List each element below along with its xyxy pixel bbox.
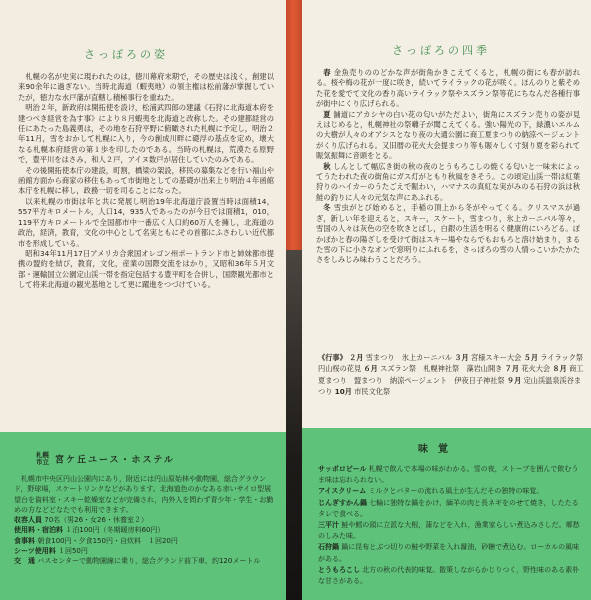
season-spring: [316, 68, 580, 110]
spine-shadow: [286, 250, 302, 600]
hostel-row-value: バスセンターで動物園線に乗り，総合グランド前下車，約120メートル: [37, 557, 261, 566]
taste-title: 味覚: [418, 444, 458, 455]
taste-label: アイスクリーム: [318, 487, 367, 496]
taste-text: 鍋に昆布とぶつ切りの鮭や野菜を入れ醤油，砂糖で煮込む。ローカルの風味がある。: [318, 543, 580, 563]
left-page: [0, 0, 286, 600]
taste-label: サッポロビール: [318, 465, 367, 473]
event-text: 花火大会: [521, 364, 551, 374]
hostel-org: [36, 452, 49, 466]
hostel-intro: 札幌市中央区円山公園内にあり，附近には円山原始林や動物園，総合グラウンド，野球場，スケートリンクなどがあります。北海道色のかなある赤いサイロ型展望台を資料室・スキー乾燥室などが完備され，内外人を問わず青少年・学生・お勤めの方などどなたでも利用できます。: [14, 475, 274, 514]
hostel-title: [36, 452, 175, 466]
taste-item-beer: [318, 464, 580, 486]
event-month: ９月: [506, 375, 522, 385]
event-month: ６月: [363, 364, 378, 374]
taste-item-corn: [318, 565, 580, 587]
left-paragraph-4: 以来札幌の市街は年と共に発展し明治19年北海道庁設置当時は面積14，557平方キロメートル，人口14，935人であったのが今日では面積1，010，119平方キロメートルで全国都市中一番広く人口約60万人を擁し，北海道の政治，経済，教育，文化の中心として名実ともにその首都にふさわしい近代都市を形成している。: [18, 196, 274, 248]
season-label: 冬: [323, 203, 332, 213]
left-paragraph-2: 明治２年，新政府は開拓使を設け，松浦武四郎の建議《石狩に北海道本府を建つべき経営を為す事》により８月蝦夷を北海道と改称した。その建都経営の任にあたった島義勇は，その地を石狩平野に俯瞰された札幌に予定し，明治２年11月，雪をおかして札幌に入り，今の創成川畔に礎浮の基点を定め，壊大なる札幌本府経営の第１歩を印したのである。当時の札幌は，荒漠たる原野で，豊平川をはさみ，和人２戸，アイヌ数戸が居住していたのみである。: [18, 103, 274, 165]
taste-text: 七輪に独特な鍋をかけ，緬羊の肉と長ネギをのせて焼き，したたるタレで食べる。: [318, 498, 579, 518]
hostel-row-label: シーツ使用料: [14, 547, 56, 556]
event-text: 宮様スキー大会: [471, 353, 522, 362]
event-month: ５月: [523, 353, 539, 362]
taste-label: 石狩鍋: [318, 543, 339, 552]
season-text: しんとして幅広き街の秋の夜のとうもろこしの焼くる匂いと一味未によってうたわれた夜の街角にガス灯がともり秋風をきそう。この頃定山渓一帯は紅葉狩りのハイカーのうたごえで賑わい，ハマナスの真紅な実がみのる石狩の浜は秋鮭の釣りに人々の元気な声にあふれる。: [316, 161, 581, 202]
hostel-row-meal: [14, 536, 276, 546]
left-body: [18, 72, 274, 291]
left-paragraph-1: 札幌の名が史実に現われたのは，徳川幕府末期で，その歴史は浅く，創建以来90余年に過ぎない。当時北海道（蝦夷地）の領主権は松前藩が掌握していたが，徳力な水戸藩が直轄し積極事行を重ねた。: [18, 72, 274, 102]
event-month: ２月: [349, 353, 364, 362]
hostel-row-value: １泊100円（冬期暖房料60円）: [65, 526, 165, 535]
hostel-row-label: 交 通: [14, 557, 35, 566]
event-text: 雪まつり 氷上カーニバル: [365, 353, 453, 362]
season-text: 金魚売りののどかな声が街角かきこえてくると，札幌の街にも春が訪れる。桜や梅の花が一度に咲き，続いてライラックの花が咲く。ほんのりと紫そめた花を愛でて文化の香り高いライラック祭やスズラン祭等花にちなんだ各種行事が街中にくり広げられる。: [316, 68, 581, 109]
hostel-org-line2: 市立: [36, 458, 49, 466]
events-title: 《行事》: [318, 353, 347, 362]
hostel-org-line1: 札幌: [36, 451, 49, 459]
event-month: 10月: [334, 387, 352, 397]
event-text: ライラック祭 円山桜の花見: [318, 353, 591, 374]
hostel-row-label: 収容人員: [14, 516, 42, 525]
hostel-row-value: 朝食100円・夕食150円・自炊料 １回20円: [37, 536, 178, 545]
hostel-row-capacity: [14, 515, 276, 525]
season-label: 春: [323, 68, 332, 77]
right-page: [302, 0, 591, 600]
left-paragraph-3: その後開拓使本庁の建設，町割，橋梁の架設，移民の募集などを行い福山や函館方面から商家の移住もあって市街地としての基礎が出来上り明治４年函館本庁を札幌に移し，政務一切を司ることになった。: [18, 165, 274, 196]
season-summer: [316, 110, 580, 162]
season-label: 秋: [323, 161, 331, 171]
hostel-row-sheet: [14, 546, 276, 556]
taste-item-ishikari-nabe: [318, 542, 580, 564]
event-text: 定山渓温泉渓谷まつり: [318, 375, 582, 397]
hostel-body: [14, 474, 276, 567]
event-month: ７月: [504, 364, 520, 374]
season-winter: [316, 203, 580, 265]
taste-text: 札幌で飲んで本場の味がわかる。雪の夜，ストーブを囲んで飲むうま味は忘れられない。: [318, 465, 579, 485]
taste-text: 北方の秋の代表的味覚。散策しながらかじりつく，野性味のある素朴な甘さがある。: [318, 565, 580, 586]
hostel-row-label: 食事料: [14, 536, 35, 545]
event-month: ３月: [454, 353, 469, 362]
right-heading: さっぽろの四季: [392, 44, 490, 57]
season-autumn: [316, 162, 580, 204]
season-text: 雪虫がとび始めると，手稲の頂上から冬がやってくる。クリスマスが過ぎ，新しい年を迎えると，スキー，スケート，雪まつり，氷上カーニバル等々，雪国の人々は灰色の空を吹きとばし，白銀の生活を明るく健康的にいろどる。ぽかぽかと春の陽ざしを受けて街はスキー場やならでもおもろと溶け始まり，まるた雪の下に小さなオンで窓明りにふれるを，さっぽろの雪の人情っこいかたかたさをしみじみ味わうことだろう。: [316, 203, 580, 265]
season-label: 夏: [323, 109, 331, 119]
hostel-row-value: １回50円: [57, 547, 88, 556]
events-list: [318, 352, 591, 398]
taste-text: 鮭や鱈の頭に立派な大根，蒲などを入れ，漁業家らしい煮込みさしだ。郷愁のしみた味。: [318, 521, 580, 541]
left-paragraph-5: 昭和34年11月17日アメリカ合衆国オレゴン州ポートランド市と姉妹都市提携の盟約を結び，教育，文化，産業の国際交流をはかり，又昭和36年５月文部・運輸国立公園定山渓一帯を指定包括する豊平町を合併し，国際観光都市として将来北海道の観光基地として更に躍進をつづけている。: [18, 248, 274, 290]
event-text: 商工夏まつり 盟まつり 納涼ページェント 伊夜日子神社祭: [318, 364, 584, 385]
taste-label: 三平汁: [318, 521, 339, 530]
taste-body: [318, 464, 580, 587]
taste-item-jingisukan: [318, 498, 580, 520]
hostel-row-fee: [14, 525, 276, 535]
taste-item-sanpeijiru: [318, 520, 580, 542]
event-month: ８月: [552, 364, 567, 374]
event-text: スズラン祭 札幌神社祭 藻岩山開き: [380, 364, 503, 374]
left-heading: さっぽろの姿: [84, 48, 168, 61]
seasons-body: [316, 68, 580, 266]
taste-label: とうもろこし: [318, 565, 360, 574]
taste-text: ミルクとバターの流れる風土が生んだその独特の味覚。: [368, 487, 544, 496]
hostel-row-value: 70名（男26・女26・休養室２）: [44, 516, 148, 525]
hostel-row-label: 使用料・宿泊料: [14, 526, 63, 535]
season-text: 舗道にアカシヤの白い花の匂いがただよい，街角にスズラン売りの姿が見えはじめると，札幌神社の祭囃子が聞こえてくる。強い陽光の下，緑濃いエルムの大樹が人々のオアシスとなり夜の大通公園に商工夏まつりの納涼ページェントがくり広げられる。又旧暦の花火大会提まつり等も賑々しく寸刻り夏を彩られて賑気振舞に音頭をとる。: [316, 109, 580, 161]
taste-label: じんぎすかん鍋: [318, 498, 367, 507]
hostel-row-transport: [14, 556, 276, 566]
event-text: 市民文化祭: [354, 387, 391, 397]
taste-item-icecream: [318, 486, 580, 497]
hostel-name: 宮ケ丘ユース・ホステル: [55, 455, 175, 466]
